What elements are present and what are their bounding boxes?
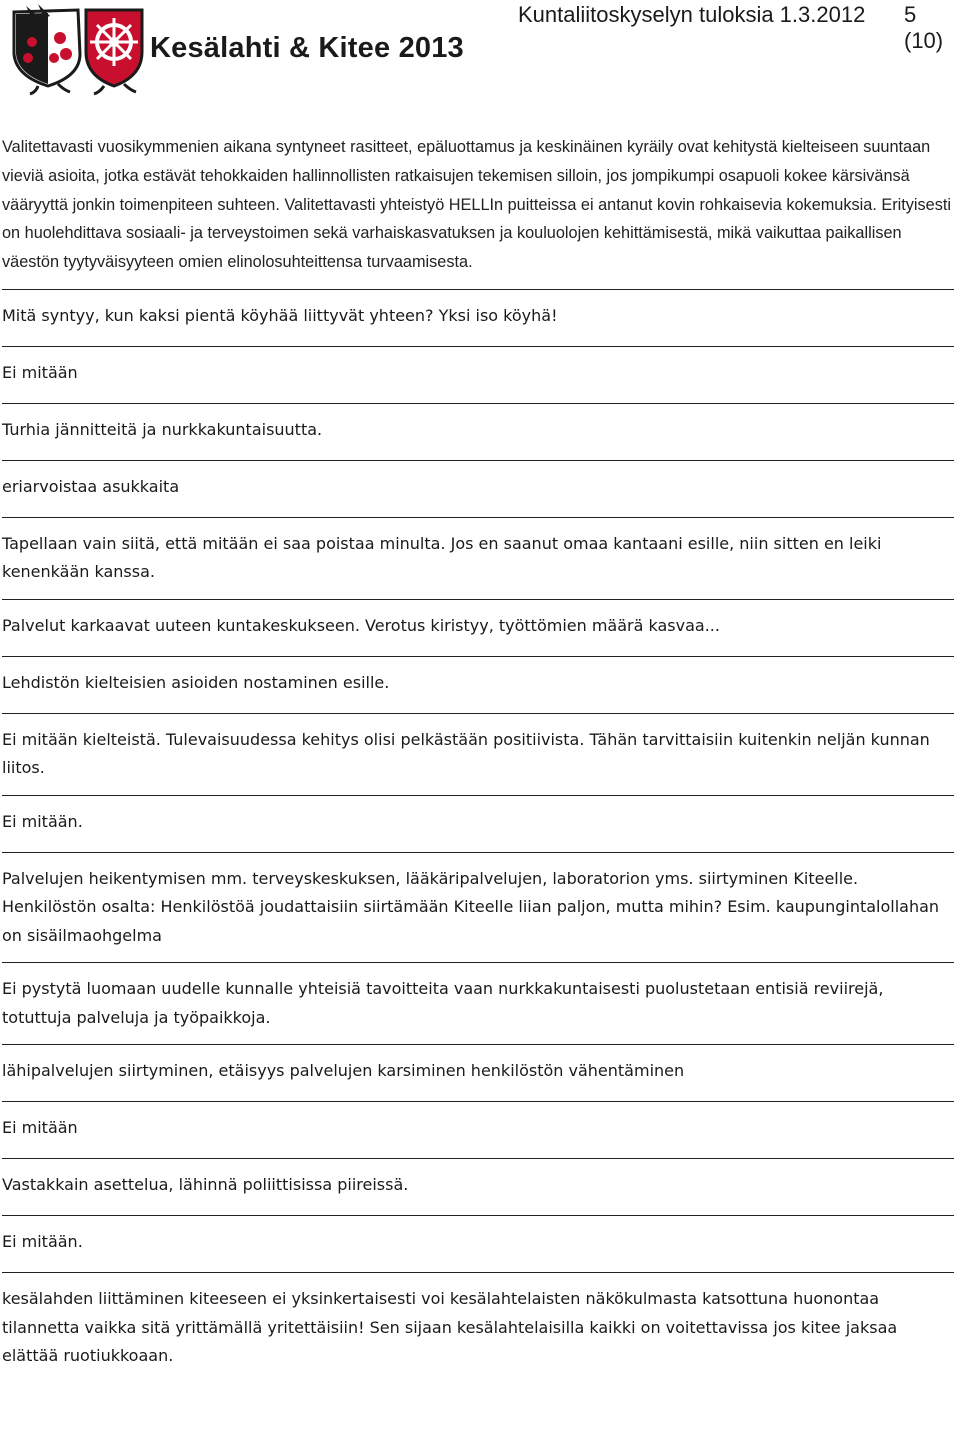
list-item — [2, 346, 954, 403]
response-text: Ei pystytä luomaan uudelle kunnalle yhteisiä tavoitteita vaan nurkkakuntaisesti puolustetaan entisiä reviirejä, totuttuja palveluja ja työpaikkoja. — [2, 979, 884, 1027]
response-text: Palvelut karkaavat uuteen kuntakeskukseen. Verotus kiristyy, työttömien määrä kasvaa... — [2, 615, 720, 635]
list-item — [2, 1158, 954, 1215]
brand-name: Kesälahti & Kitee 2013 — [150, 32, 464, 64]
list-item — [2, 517, 954, 599]
list-item — [2, 713, 954, 795]
response-text: Mitä syntyy, kun kaksi pientä köyhää liittyvät yhteen? Yksi iso köyhä! — [2, 305, 558, 325]
response-text: lähipalvelujen siirtyminen, etäisyys palvelujen karsiminen henkilöstön vähentäminen — [2, 1061, 685, 1081]
list-item — [2, 1215, 954, 1272]
response-text: Vastakkain asettelua, lähinnä poliittisissa piireissä. — [2, 1175, 409, 1195]
list-item — [2, 460, 954, 517]
municipal-crests-logo-icon — [8, 2, 148, 96]
document-title: Kuntaliitoskyselyn tuloksia 1.3.2012 — [518, 2, 866, 27]
response-text: Palvelujen heikentymisen mm. terveyskeskuksen, lääkäripalvelujen, laboratorion yms. siirtyminen Kiteelle. Henkilöstön osalta: Henkilöstöä joudattaisiin siirtämään Kiteelle liian paljon, mutta mihin? Esim. kaupungintalollahan on sisäilmaohgelma — [2, 868, 940, 945]
response-text: Ei mitään — [2, 362, 78, 382]
list-item — [2, 1101, 954, 1158]
list-item — [2, 403, 954, 460]
intro-paragraph: Valitettavasti vuosikymmenien aikana syntyneet rasitteet, epäluottamus ja keskinäinen kyräily ovat kehitystä kielteiseen suuntaan vieviä asioita, jotka estävät tehokkaiden hallinnollisten ratkaisujen tekemisen silloin, jos jompikumpi osapuoli kokee kärsivänsä vääryyttä jonkin toimenpiteen suhteen. Valitettavasti yhteistyö HELLIn puitteissa ei antanut kovin rohkaisevia kokemuksia. Erityisesti on huolehdittava sosiaali- ja terveystoimen sekä varhaiskasvatuksen ja kouluolojen kehittämisestä, mikä vaikuttaa paikallisen väestön tyytyväisyyteen omien elinolosuhteittensa turvaamisesta. — [2, 138, 952, 272]
list-item — [2, 795, 954, 852]
list-item — [2, 656, 954, 713]
response-text: Turhia jännitteitä ja nurkkakuntaisuutta. — [2, 419, 323, 439]
response-text: Ei mitään. — [2, 1232, 83, 1252]
response-text: Ei mitään. — [2, 811, 83, 831]
list-item — [2, 599, 954, 656]
response-text: Ei mitään — [2, 1118, 78, 1138]
response-list — [2, 289, 954, 1383]
response-text: Lehdistön kielteisien asioiden nostaminen esille. — [2, 672, 390, 692]
list-item — [2, 852, 954, 963]
page-number: 5 (10) — [904, 2, 944, 53]
response-text: Ei mitään kielteistä. Tulevaisuudessa kehitys olisi pelkästään positiivista. Tähän tarvittaisiin kuitenkin neljän kunnan liitos. — [2, 729, 930, 778]
response-text: eriarvoistaa asukkaita — [2, 476, 180, 496]
page-header — [0, 0, 960, 100]
list-item — [2, 962, 954, 1044]
list-item — [2, 289, 954, 346]
list-item — [2, 1272, 954, 1383]
list-item — [2, 1044, 954, 1101]
response-text: kesälahden liittäminen kiteeseen ei yksinkertaisesti voi kesälahtelaisten näkökulmasta katsottuna huonontaa tilannetta vaikka sitä yrittämällä yritettäisiin! Sen sijaan kesälahtelaisilla kaikki on voitettavissa jos kitee jaksaa elättää ruotiukkoaan. — [2, 1289, 898, 1366]
document-body — [2, 133, 954, 1383]
response-text: Tapellaan vain siitä, että mitään ei saa poistaa minulta. Jos en saanut omaa kantaani esille, niin sitten en leiki kenenkään kanssa. — [2, 533, 882, 582]
